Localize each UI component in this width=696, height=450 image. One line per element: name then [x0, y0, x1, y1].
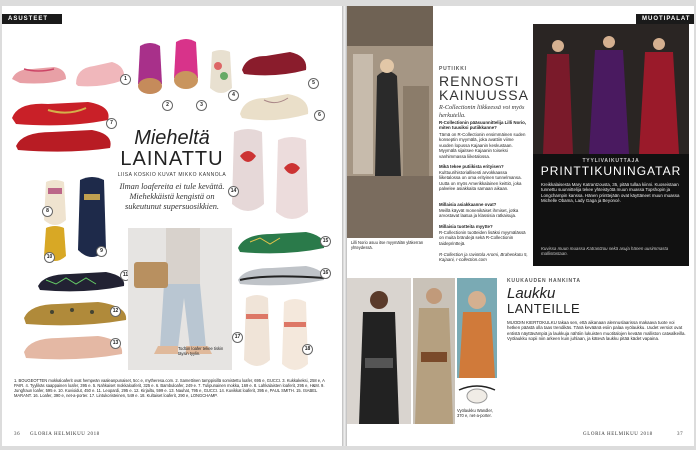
- item-number: 13: [110, 338, 121, 349]
- right-page: [347, 6, 694, 446]
- story1-kicker: PUTIIKKI: [439, 66, 467, 72]
- item-number: 2: [162, 100, 173, 111]
- folio-number: 36: [14, 432, 21, 437]
- story1-a1: Tämä on R-Collectionin ensimmäinen suden konseptin myymälä, joka avattiin viime vuoden lopussa Kajaanin keskustaan. Myymälä sijaitsee Kajaanin toiseksi vanhimmassa liiketalossa.: [439, 132, 526, 159]
- item-number: 12: [110, 306, 121, 317]
- item-number: 5: [308, 78, 319, 89]
- item-number: 17: [232, 332, 243, 343]
- shoe-cream-flats: [236, 84, 316, 126]
- folio-title: GLORIA HELMIKUU 2018: [583, 432, 653, 437]
- story3-title-line1: Laukku: [507, 285, 556, 302]
- item-number: 10: [44, 252, 55, 263]
- story1-title-line2: KAINUUSSA: [439, 87, 529, 103]
- shoe-embroidered-pair: [228, 126, 268, 216]
- beltbag-icon: [457, 380, 497, 408]
- runway-photos: [533, 24, 689, 154]
- item-number: 11: [120, 270, 131, 281]
- headline-line1: Mieheltä: [134, 127, 210, 149]
- item-number: 4: [228, 90, 239, 101]
- store-interior: [347, 6, 433, 238]
- shoe-black-pattern: [36, 268, 128, 294]
- beltbag-photo-1: [347, 278, 411, 424]
- left-page: [2, 6, 342, 446]
- item-number: 1: [120, 74, 131, 85]
- beltbag-caption: Vyölaukku Wandler, 370 e, net-a-porter.: [457, 408, 493, 418]
- story1-a2: Kulttuurihistoriallisesti arvokkaassa liiketalossa on oma erityinen tunnelmansa. Uutta on myös Amerikkalainen keittiö, joka palvelee asiakkaita samaan aikaan.: [439, 170, 522, 192]
- shoe-cream-1: [40, 178, 70, 230]
- story1-a3: Meillä käyvät monenikäiset ihmiset, jotka arvostavat laatua ja klassisia ratkaisuja.: [439, 208, 519, 219]
- story2-title: PRINTTIKUNINGATAR: [540, 164, 682, 178]
- store-photo-caption: Lilli Norio asuu itse myymälän yläkerran yhteydessä.: [351, 240, 424, 250]
- folio-number: 37: [677, 432, 684, 437]
- item-number: 16: [320, 268, 331, 279]
- product-credits: 1. BOUGEOTTEN mokkaloaferit ovat hempeän vaaleanpunaiset, 5cc e, mytheresa.com. 2. Samettinen tamppisillä somistettu loafer, 695 e, GUCCI. 3. Kukkakeksi, 258 e, A PAIR. 4. Tyylikäs saappainen loafer, 395 e. 5. Nahkaiset mokkaloaferit, 325 e. 6. Bambuloafer, 249 e. 7. Tulipunainen mokka, 169 e. 8. Lahkalaisten loaferit, 295 e, H&M. 9. Jungfraun loafer, 595 e. 10. Kuvioidut, 450 e. 11. Leopardi, 295 e. 12. Kirjailtu, 599 e. 13. Nauhat, 795 e, GUCCI. 14. Kuvikkat loaferit, 395 e, PAUL SMITH. 15. ISABEL MARANT. 16. Loafer, 390 e, net-a-porter. 17. Lintukoristeinen, 549 e. 18. Kultaiset loaferit, 290 e, LONGCHAMP.: [14, 378, 325, 398]
- story3-kicker: KUUKAUDEN HANKINTA: [507, 278, 581, 284]
- runway-model-3: [457, 278, 497, 378]
- store-photo: [347, 6, 433, 238]
- item-number: 14: [228, 186, 239, 197]
- item-number: 18: [302, 344, 313, 355]
- shoe-stripe-pair-2: [278, 296, 312, 376]
- headline-line2: LAINATTU: [120, 148, 224, 170]
- shoe-silver-black: [236, 262, 328, 288]
- item-number: 7: [106, 118, 117, 129]
- item-number: 8: [42, 206, 53, 217]
- item-number: 15: [320, 236, 331, 247]
- story1-q4: Millaisia tuotteita myytte?: [439, 224, 493, 229]
- story2-kicker: TYYLIVAIKUTTAJA: [582, 158, 640, 164]
- shoe-pink-loafer-2: [72, 56, 128, 90]
- story1-q1: R-Collectionin pääsuunnittelija Lilli Norio, miten tuusiksi putiikkanne?: [439, 120, 527, 131]
- story1-q2: Mikä tekee putiikista erityisen?: [439, 164, 504, 169]
- photo-caption: Todton loafer tekee tiskin täysin tyylin.: [178, 346, 224, 356]
- item-number: 3: [196, 100, 207, 111]
- story3-title-line2: LANTEILLE: [507, 301, 581, 316]
- byline: LIISA KOSKIO KUVAT MIKKO KANNOLA: [117, 172, 227, 178]
- story1-a4: R-Collectionin tuotteiden lisäksi myymälässä on muita brändejä sekä R-Collectionin taideprinttejä.: [439, 230, 526, 246]
- shoe-pink-loafer: [10, 61, 68, 87]
- lead-text: Ilman loafereita ei tule kevättä. Miehekkäistä kengistä on sukeutunut supersuosikkien.: [119, 182, 225, 211]
- runway-model-2: [413, 278, 455, 424]
- shoe-embroidered-pair-2: [272, 134, 312, 224]
- printti-box: [533, 24, 689, 266]
- story2-credit: Kuvissa muun muassa Katrantzou sekä asuja hänen uusimmasta mallistostaan.: [541, 246, 669, 257]
- item-number: 6: [314, 110, 325, 121]
- shoe-stripe-pair: [240, 292, 274, 372]
- section-tag: MUOTIPALAT: [636, 14, 694, 24]
- story1-address: R-Collection ja ravintola Aromi, Brahenkatu 5, Kajaani, r-collection.com: [439, 252, 528, 263]
- section-tag: ASUSTEET: [2, 14, 62, 24]
- item-number: 9: [96, 246, 107, 257]
- story2-body: Kreikkalaisesta Mary Katrantzousta, 35, pitää tullaa kiinni. Kuoseistaan tunnettu suunnittelija tekee yhteistyötä muun muassa Topshopin ja Longchampin kanssa. Hänen printtejään ovat käyttäneet muun muassa Michelle Obama, Lady Gaga ja Beyoncé.: [541, 182, 680, 204]
- story1-deck: R-Collectionin liikkeessä voi myös herkutella.: [439, 104, 525, 119]
- story3-body: MUODIN KIERTOKULKU takaa sen, että aikanaan alennuslaarissa makaava tuote voi hetken päästä olla taas trendikäs. Tänä keväänä esiin palaa vyölaukku. Uudet versiot ovat entistä näyttävämpiä ja laukkuja nähtiin lukuisten muotitalojen kevään malliston catwalkeilla. Vyölaukku sopii niin arkeen kuin juhlaan, ja kätevä laukku pitää kädet vapaina.: [507, 320, 686, 342]
- beltbag-product: [457, 380, 497, 408]
- shoe-burgundy-velvet: [240, 46, 310, 80]
- story1-q3: Millaisia asiakkaanne ovat?: [439, 202, 497, 207]
- shoe-red-horsebit: [8, 96, 116, 152]
- shoe-pink-fur: [170, 36, 202, 92]
- folio-title: GLORIA HELMIKUU 2018: [30, 432, 100, 437]
- beltbag-photo-3: [457, 278, 497, 378]
- story1-title-line1: RENNOSTI: [439, 73, 520, 89]
- shoe-green-print: [236, 228, 328, 256]
- runway-model-1: [347, 278, 411, 424]
- beltbag-photo-2: [413, 278, 455, 424]
- shoe-purple-fur: [134, 40, 166, 96]
